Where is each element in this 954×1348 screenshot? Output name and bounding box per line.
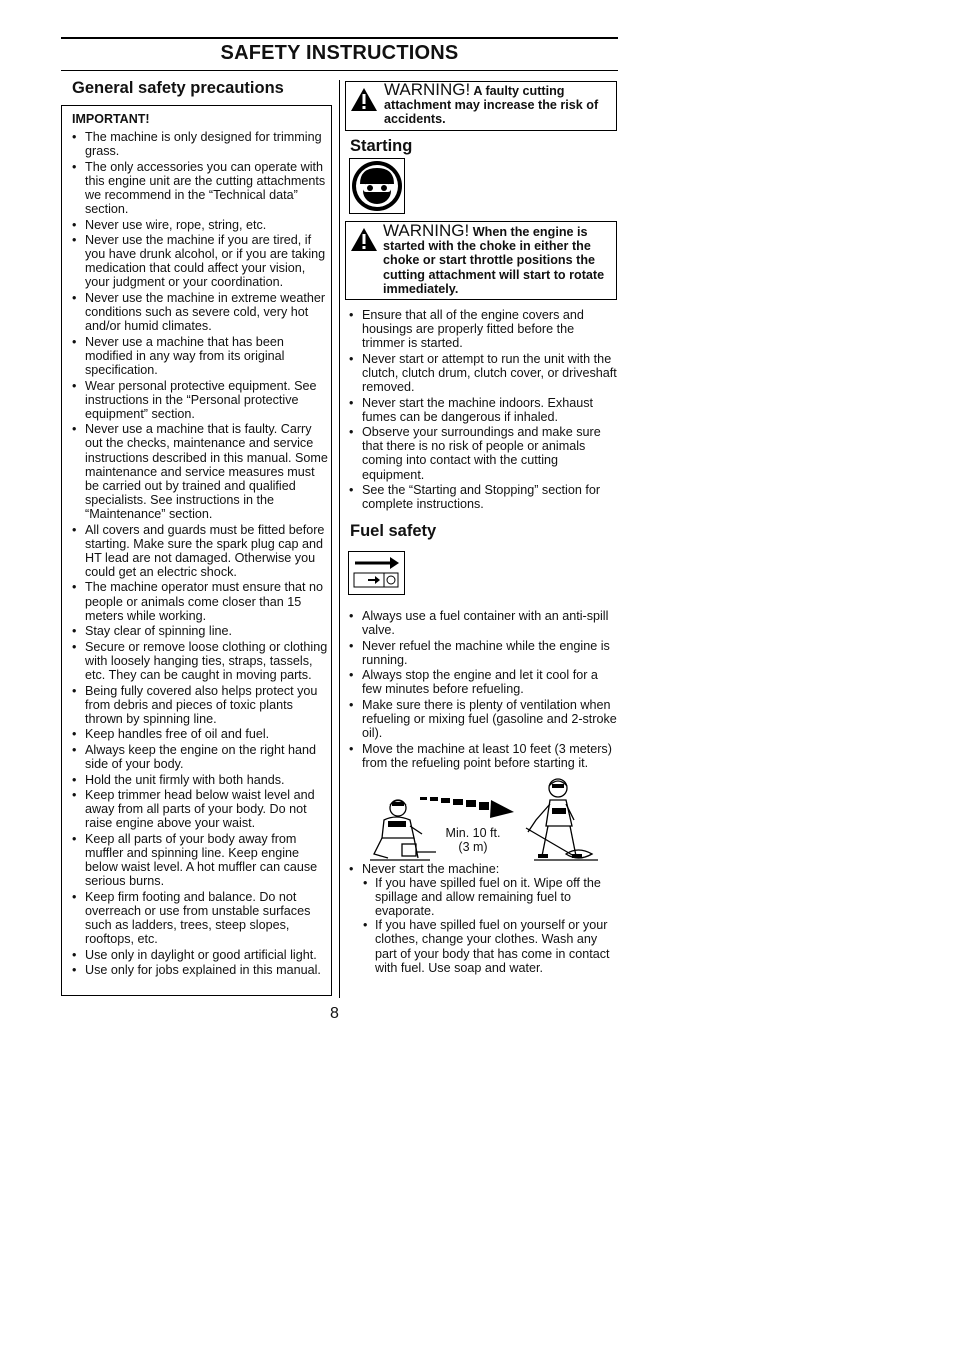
protective-equipment-icon: [349, 158, 405, 214]
title-rule: [61, 70, 618, 71]
never-start-list: [348, 862, 620, 976]
list-item: • Secure or remove loose clothing or clothing with loosely hanging ties, straps, tassels, etc. They can be caught in moving parts.: [71, 640, 329, 682]
list-item: • Wear personal protective equipment. See instructions in the “Personal protective equipment” section.: [71, 379, 329, 421]
sub-list-item: • If you have spilled fuel on yourself or your clothes, change your clothes. Wash any part of your body that has come in contact with fuel. Use soap and water.: [362, 918, 620, 974]
list-item: • Never use a machine that is faulty. Carry out the checks, maintenance and service instructions described in this manual. Some maintenance and service measures must be carried out by trained and qualified specialists. See instructions in the “Maintenance” section.: [71, 422, 329, 521]
warning-word: WARNING!: [384, 80, 471, 99]
page-number: 8: [330, 1005, 339, 1022]
list-item: • Always stop the engine and let it cool for a few minutes before refueling.: [348, 668, 620, 696]
list-item: [348, 862, 620, 975]
fuel-stop-icon: [348, 551, 405, 595]
column-divider: [339, 80, 340, 998]
distance-label-line-1: Min. 10 ft.: [445, 826, 501, 840]
important-label: IMPORTANT!: [72, 112, 150, 126]
warning-text: [384, 80, 612, 127]
list-item: • Use only in daylight or good artificial light.: [71, 948, 329, 962]
list-item: • See the “Starting and Stopping” section for complete instructions.: [348, 483, 620, 511]
list-item: • Keep trimmer head below waist level and away from all parts of your body. Do not raise engine above your waist.: [71, 788, 329, 830]
list-item: • Never use the machine if you are tired, if you have drunk alcohol, or if you are taking medication that could affect your vision, your judgment or your coordination.: [71, 233, 329, 289]
list-item: • Never start the machine indoors. Exhaust fumes can be dangerous if inhaled.: [348, 396, 620, 424]
important-box: [61, 105, 332, 996]
warning-box-choke: [345, 221, 617, 300]
list-item: • Keep firm footing and balance. Do not overreach or use from unstable surfaces such as ladders, trees, steep slopes, rooftops, etc.: [71, 890, 329, 946]
warning-box-faulty-attachment: [345, 81, 617, 131]
list-item: • Keep handles free of oil and fuel.: [71, 727, 329, 741]
starting-heading: Starting: [350, 137, 413, 155]
fuel-safety-list: [348, 609, 620, 772]
list-item: • Hold the unit firmly with both hands.: [71, 773, 329, 787]
warning-word: WARNING!: [383, 221, 470, 240]
warning-triangle-icon: [350, 87, 378, 112]
distance-label: [444, 826, 502, 854]
list-item: • Always use a fuel container with an anti-spill valve.: [348, 609, 620, 637]
starting-list: [348, 308, 620, 513]
list-item: • Make sure there is plenty of ventilation when refueling or mixing fuel (gasoline and 2-stroke oil).: [348, 698, 620, 740]
list-item: • Never use wire, rope, string, etc.: [71, 218, 329, 232]
fuel-safety-heading: Fuel safety: [350, 522, 437, 540]
list-item: • Never use a machine that has been modified in any way from its original specification.: [71, 335, 329, 377]
list-item: • All covers and guards must be fitted before starting. Make sure the spark plug cap and HT lead are not damaged. Otherwise you could get an electric shock.: [71, 523, 329, 579]
list-item: • The machine operator must ensure that no people or animals come closer than 15 meters while working.: [71, 580, 329, 622]
page-title: SAFETY INSTRUCTIONS: [220, 42, 459, 64]
list-item: • Stay clear of spinning line.: [71, 624, 329, 638]
list-item: • Ensure that all of the engine covers and housings are properly fitted before the trimmer is started.: [348, 308, 620, 350]
list-item: • Use only for jobs explained in this manual.: [71, 963, 329, 977]
top-rule: [61, 37, 618, 39]
list-item: • Always keep the engine on the right hand side of your body.: [71, 743, 329, 771]
list-item: • Never use the machine in extreme weather conditions such as severe cold, very hot and/or humid climates.: [71, 291, 329, 333]
sub-list-item: • If you have spilled fuel on it. Wipe off the spillage and allow remaining fuel to evaporate.: [362, 876, 620, 918]
general-safety-heading: General safety precautions: [72, 79, 284, 97]
distance-label-line-2: (3 m): [458, 840, 488, 854]
never-start-sublist: [362, 876, 620, 975]
list-item: • The machine is only designed for trimming grass.: [71, 130, 329, 158]
list-item: • Move the machine at least 10 feet (3 meters) from the refueling point before starting it.: [348, 742, 620, 770]
list-item: • Observe your surroundings and make sure that there is no risk of people or animals coming into contact with the cutting equipment.: [348, 425, 620, 481]
list-item: • Never start or attempt to run the unit with the clutch, clutch drum, clutch cover, or driveshaft removed.: [348, 352, 620, 394]
warning-message: When the engine is started with the choke in either the choke or start throttle positions the cutting attachment will start to rotate immediately.: [383, 225, 605, 296]
list-item: • Being fully covered also helps protect you from debris and pieces of toxic plants thrown by spinning line.: [71, 684, 329, 726]
list-item: • Keep all parts of your body away from muffler and spinning line. Keep engine below waist level. A hot muffler can cause serious burns.: [71, 832, 329, 888]
warning-text: [383, 221, 615, 296]
warning-message: A faulty cutting attachment may increase the risk of accidents.: [384, 84, 599, 127]
list-item: • Never refuel the machine while the engine is running.: [348, 639, 620, 667]
warning-triangle-icon: [350, 227, 378, 252]
list-item: • The only accessories you can operate with this engine unit are the cutting attachments we recommend in the “Technical data” section.: [71, 160, 329, 216]
never-start-text: Never start the machine:: [362, 862, 500, 876]
general-precautions-list: [71, 130, 329, 979]
